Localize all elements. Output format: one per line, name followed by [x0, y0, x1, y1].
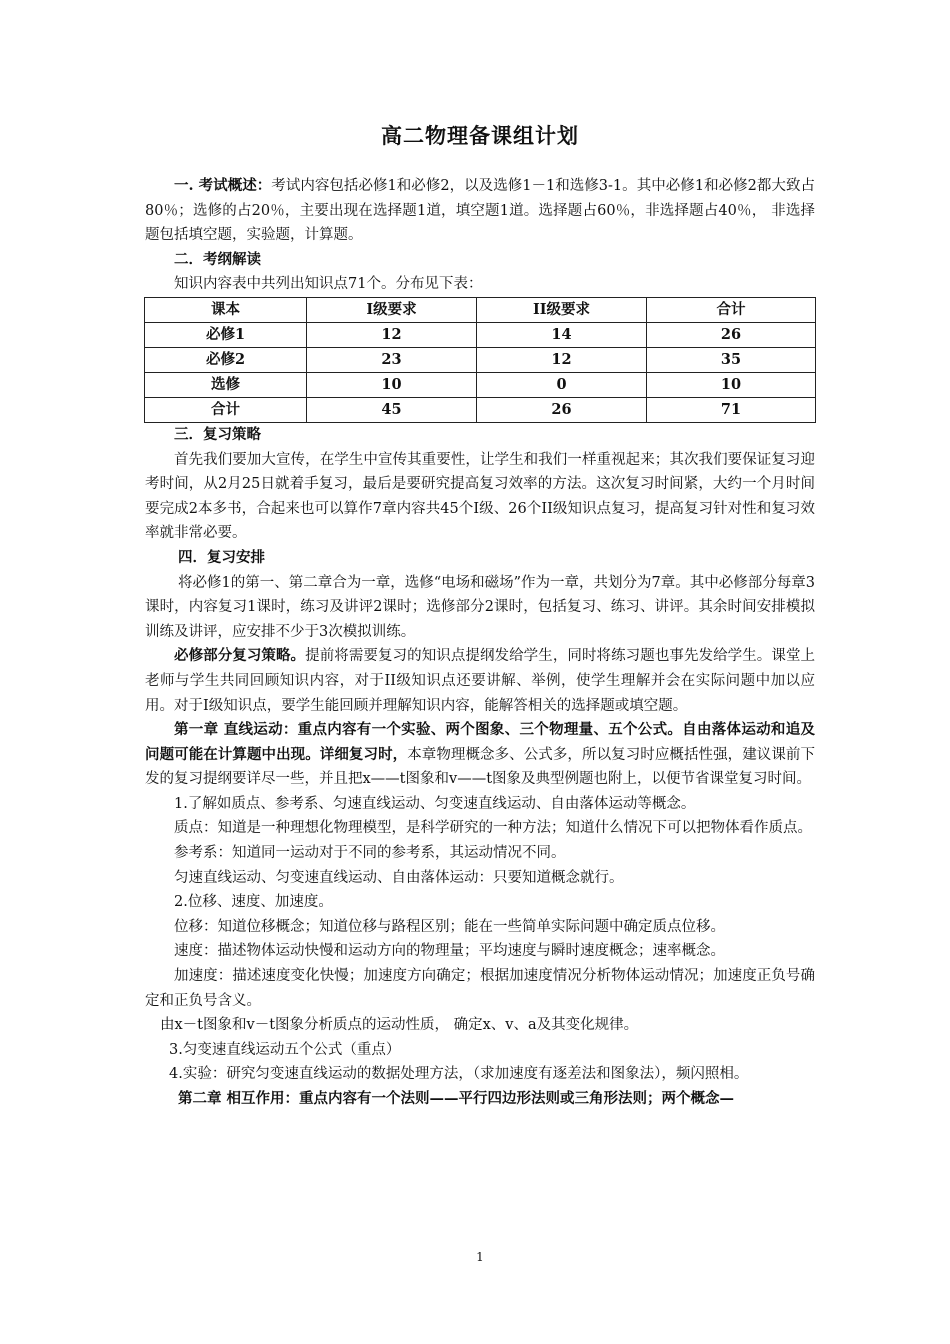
review-plan-paragraph: 将必修1的第一、第二章合为一章，选修“电场和磁场”作为一章，共划分为7章。其中必修部分每章3课时，内容复习1课时，练习及讲评2课时；选修部分2课时，包括复习、练习、讲评。其余时间安排模拟训练及讲评，应安排不少于3次模拟训练。: [145, 574, 815, 640]
velocity-paragraph: 速度：描述物体运动快慢和运动方向的物理量；平均速度与瞬时速度概念；速率概念。: [174, 943, 725, 960]
table-cell: 必修1: [145, 322, 307, 347]
document-body: [145, 174, 815, 1112]
exam-overview-paragraph: [145, 174, 815, 248]
table-row: [145, 347, 816, 372]
chapter1-item1: 1.了解如质点、参考系、匀速直线运动、匀变速直线运动、自由落体运动等概念。: [174, 795, 696, 812]
displacement-paragraph: 位移：知道位移概念；知道位移与路程区别；能在一些简单实际问题中确定质点位移。: [174, 918, 725, 935]
chapter1-item4: 4.实验：研究匀变速直线运动的数据处理方法，（求加速度有逐差法和图象法），频闪照相。: [169, 1066, 749, 1083]
table-cell: 选修: [145, 372, 307, 397]
particle-paragraph: 质点：知道是一种理想化物理模型，是科学研究的一种方法；知道什么情况下可以把物体看作质点。: [174, 820, 812, 837]
reference-frame-paragraph: 参考系：知道同一运动对于不同的参考系，其运动情况不同。: [174, 845, 566, 862]
table-cell: 26: [647, 322, 816, 347]
table-header-cell: 合计: [647, 297, 816, 322]
table-cell: 23: [307, 347, 477, 372]
table-row: [145, 372, 816, 397]
table-cell: 12: [307, 322, 477, 347]
table-cell: 71: [647, 397, 816, 422]
chapter2-bold-text: 第二章 相互作用：重点内容有一个法则——平行四边形法则或三角形法则；两个概念—: [178, 1090, 735, 1107]
document-page: [145, 0, 815, 1344]
table-header-cell: II级要求: [477, 297, 647, 322]
table-header-cell: 课本: [145, 297, 307, 322]
table-header-cell: I级要求: [307, 297, 477, 322]
table-cell: 14: [477, 322, 647, 347]
compulsory-strategy-label: 必修部分复习策略。: [174, 647, 306, 665]
syllabus-heading: 二．考纲解读: [174, 250, 261, 268]
chapter1-text: 本章物理概念多、公式多，所以复习时应概括性强，建议课前下发的复习提纲要详尽一些，并且把x——t图象和v——t图象及典型例题也附上，以便节省课堂复习时间。: [145, 746, 816, 788]
motion-types-paragraph: 匀速直线运动、匀变速直线运动、自由落体运动：只要知道概念就行。: [174, 869, 624, 886]
syllabus-intro: 知识内容表中共列出知识点71个。分布见下表：: [174, 276, 483, 293]
review-plan-heading: 四．复习安排: [178, 548, 265, 566]
page-title: 高二物理备课组计划: [381, 123, 579, 148]
chapter1-item3: 3.匀变速直线运动五个公式（重点）: [169, 1041, 401, 1058]
graph-analysis-paragraph: 由x－t图象和v－t图象分析质点的运动性质， 确定x、v、a及其变化规律。: [160, 1017, 639, 1034]
table-cell: 0: [477, 372, 647, 397]
table-cell: 26: [477, 397, 647, 422]
knowledge-distribution-table: [144, 297, 816, 423]
table-cell: 45: [307, 397, 477, 422]
table-cell: 12: [477, 347, 647, 372]
review-strategy-heading: 三．复习策略: [174, 425, 261, 443]
table-header-row: [145, 297, 816, 322]
table-row: [145, 397, 816, 422]
table-cell: 合计: [145, 397, 307, 422]
acceleration-paragraph: 加速度：描述速度变化快慢；加速度方向确定；根据加速度情况分析物体运动情况；加速度正负号确定和正负号含义。: [145, 968, 815, 1009]
review-strategy-paragraph: 首先我们要加大宣传，在学生中宣传其重要性，让学生和我们一样重视起来；其次我们要保证复习迎考时间，从2月25日就着手复习，最后是要研究提高复习效率的方法。这次复习时间紧，大约一个月时间要完成2本多书，合起来也可以算作7章内容共45个I级、26个II级知识点复习，提高复习针对性和复习效率就非常必要。: [145, 451, 815, 542]
chapter1-intro-paragraph: [145, 718, 815, 792]
table-cell: 35: [647, 347, 816, 372]
page-number: 1: [476, 1250, 484, 1264]
chapter1-bold-text: 第一章 直线运动：重点内容有一个实验、两个图象、三个物理量、五个公式。自由落体运动和追及问题可能在计算题中出现。详细复习时，: [145, 721, 815, 763]
compulsory-strategy-text: 提前将需要复习的知识点提纲发给学生，同时将练习题也事先发给学生。课堂上老师与学生共同回顾知识内容，对于II级知识点还要讲解、举例，使学生理解并会在实际问题中加以应用。对于I级知识点，要学生能回顾并理解知识内容，能解答相关的选择题或填空题。: [145, 648, 816, 714]
compulsory-strategy-paragraph: [145, 644, 815, 718]
chapter2-intro-paragraph: [145, 1087, 815, 1112]
exam-overview-text: 考试内容包括必修1和必修2，以及选修1－1和选修3-1。其中必修1和必修2都大致占80％；选修的占20％，主要出现在选择题1道，填空题1道。选择题占60％，非选择题占40％， 非选择题包括填空题，实验题，计算题。: [145, 178, 815, 244]
table-cell: 必修2: [145, 347, 307, 372]
chapter1-item2: 2.位移、速度、加速度。: [174, 894, 333, 911]
table-row: [145, 322, 816, 347]
table-cell: 10: [307, 372, 477, 397]
exam-overview-label: 一. 考试概述：: [174, 177, 272, 194]
table-cell: 10: [647, 372, 816, 397]
